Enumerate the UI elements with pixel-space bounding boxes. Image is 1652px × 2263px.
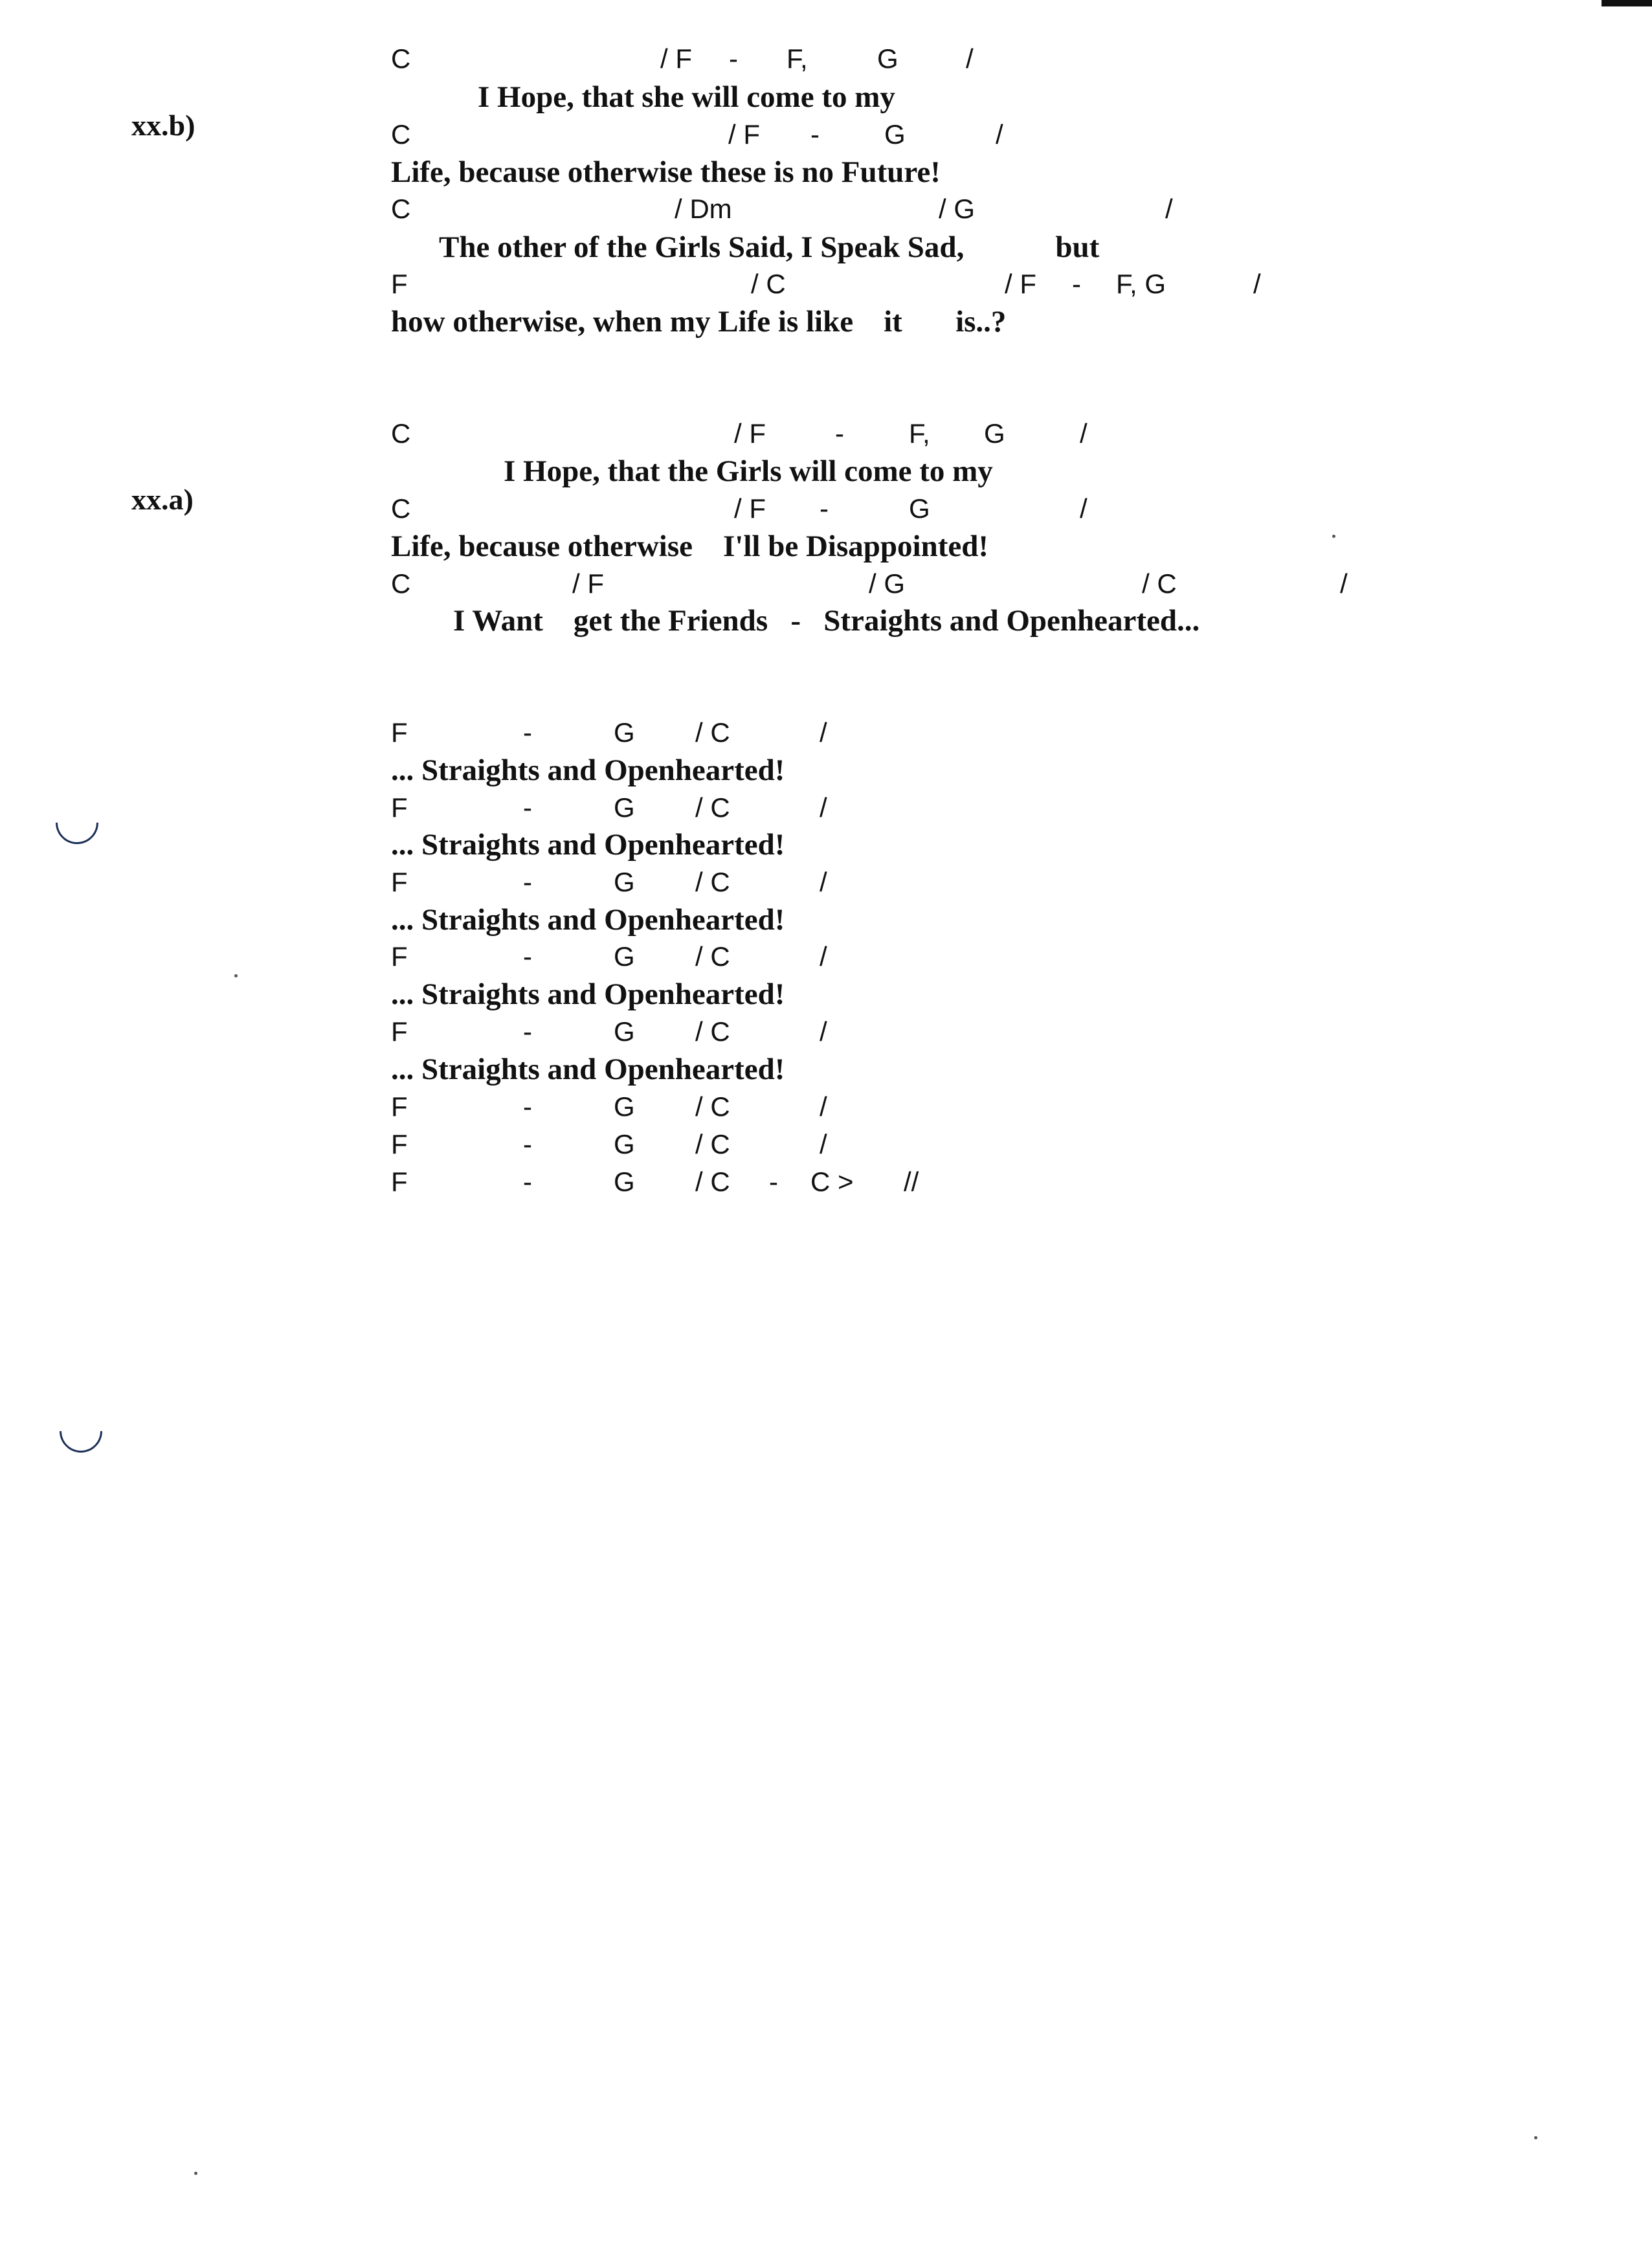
scan-speck [194,2172,197,2175]
chord-symbol: / C [695,1016,730,1047]
lyric-line: ... Straights and Openhearted! [391,903,785,937]
chord-symbol: F [391,792,408,823]
chord-symbol: - [1072,269,1081,299]
chord-symbol: - [523,1016,532,1047]
chord-symbol: F [391,1016,408,1047]
chord-symbol: - [523,1166,532,1197]
chord-symbol: C [391,418,411,449]
chord-symbol: F, [787,43,808,74]
lyric-line: Life, because otherwise I'll be Disappointed! [391,530,989,563]
chord-symbol: / C [695,1129,730,1159]
chord-symbol: - [523,1129,532,1159]
chord-symbol: C [391,568,411,599]
lyric-line: ... Straights and Openhearted! [391,1053,785,1086]
lyric-line: I Want get the Friends - Straights and Openhearted... [453,604,1200,638]
chord-symbol: G [884,119,906,150]
scan-speck [234,974,238,977]
section-label-xx-b: xx.b) [131,109,195,142]
chord-symbol: - [523,792,532,823]
chord-symbol: / [820,792,827,823]
chord-symbol: G [614,867,635,897]
chord-symbol: / G [869,568,906,599]
chord-symbol: / C [695,792,730,823]
chord-symbol: / F [728,119,760,150]
chord-symbol: / [820,717,827,748]
scan-speck [1534,2136,1537,2139]
chord-symbol: G [909,493,930,524]
chord-symbol: F [391,717,408,748]
chord-symbol: / G [939,194,976,224]
chord-symbol: G [614,792,635,823]
chord-symbol: G [614,1016,635,1047]
chord-symbol: / [996,119,1003,150]
chord-symbol: F [391,1166,408,1197]
chord-symbol: - [523,717,532,748]
chord-symbol: / [820,941,827,972]
lyric-line: The other of the Girls Said, I Speak Sad, but [439,230,1100,264]
chord-symbol: F, [909,418,930,449]
chord-symbol: / [1165,194,1173,224]
chord-symbol: F [391,867,408,897]
chord-symbol: - [523,867,532,897]
chord-symbol: F [391,941,408,972]
chord-symbol: / [820,1091,827,1122]
lyric-line: I Hope, that the Girls will come to my [504,454,993,488]
lyric-line: ... Straights and Openhearted! [391,828,785,862]
chord-symbol: - [810,119,820,150]
chord-symbol: G [614,1091,635,1122]
chord-symbol: C > [810,1166,854,1197]
chord-symbol: C [391,43,411,74]
lyric-line: how otherwise, when my Life is like it is..? [391,305,1007,339]
chord-symbol: / [820,867,827,897]
chord-symbol: G [984,418,1005,449]
lyric-line: ... Straights and Openhearted! [391,753,785,787]
lyric-line: Life, because otherwise these is no Future! [391,155,941,189]
chord-symbol: / C [695,867,730,897]
chord-symbol: / [966,43,974,74]
chord-symbol: G [614,941,635,972]
chord-symbol: / [1340,568,1348,599]
chord-symbol: - [835,418,844,449]
chord-symbol: - [523,941,532,972]
chord-symbol: G [877,43,899,74]
punch-hole-mark-upper [47,792,107,853]
chord-symbol: / C [695,941,730,972]
chord-symbol: - [729,43,738,74]
chord-symbol: F [391,1091,408,1122]
chord-symbol: / [1080,493,1088,524]
chord-symbol: G [614,717,635,748]
chord-symbol: C [391,119,411,150]
chord-symbol: / F [572,568,604,599]
lyric-line: ... Straights and Openhearted! [391,977,785,1011]
chord-symbol: / C [695,1166,730,1197]
chord-symbol: / F [734,493,766,524]
chord-symbol: / [820,1016,827,1047]
corner-mark [1602,0,1652,6]
chord-symbol: / F [1005,269,1036,299]
chord-symbol: G [614,1166,635,1197]
chord-symbol: / Dm [675,194,732,224]
chord-symbol: - [523,1091,532,1122]
chord-symbol: C [391,194,411,224]
chord-symbol: G [614,1129,635,1159]
chord-symbol: / [820,1129,827,1159]
section-label-xx-a: xx.a) [131,483,194,516]
chord-symbol: // [904,1166,919,1197]
chord-symbol: C [391,493,411,524]
chord-symbol: / F [660,43,692,74]
chord-symbol: F [391,1129,408,1159]
scan-speck [1332,535,1335,538]
chord-symbol: - [820,493,829,524]
chord-symbol: / C [751,269,786,299]
chord-symbol: / C [1142,568,1177,599]
chord-symbol: / C [695,1091,730,1122]
chord-symbol: / C [695,717,730,748]
lyric-line: I Hope, that she will come to my [478,80,895,114]
chord-symbol: / [1253,269,1261,299]
chord-symbol: F [391,269,408,299]
chord-symbol: / [1080,418,1088,449]
chord-symbol: / F [734,418,766,449]
punch-hole-mark-lower [50,1401,111,1461]
chord-symbol: - [769,1166,778,1197]
chord-symbol: F, G [1116,269,1166,299]
